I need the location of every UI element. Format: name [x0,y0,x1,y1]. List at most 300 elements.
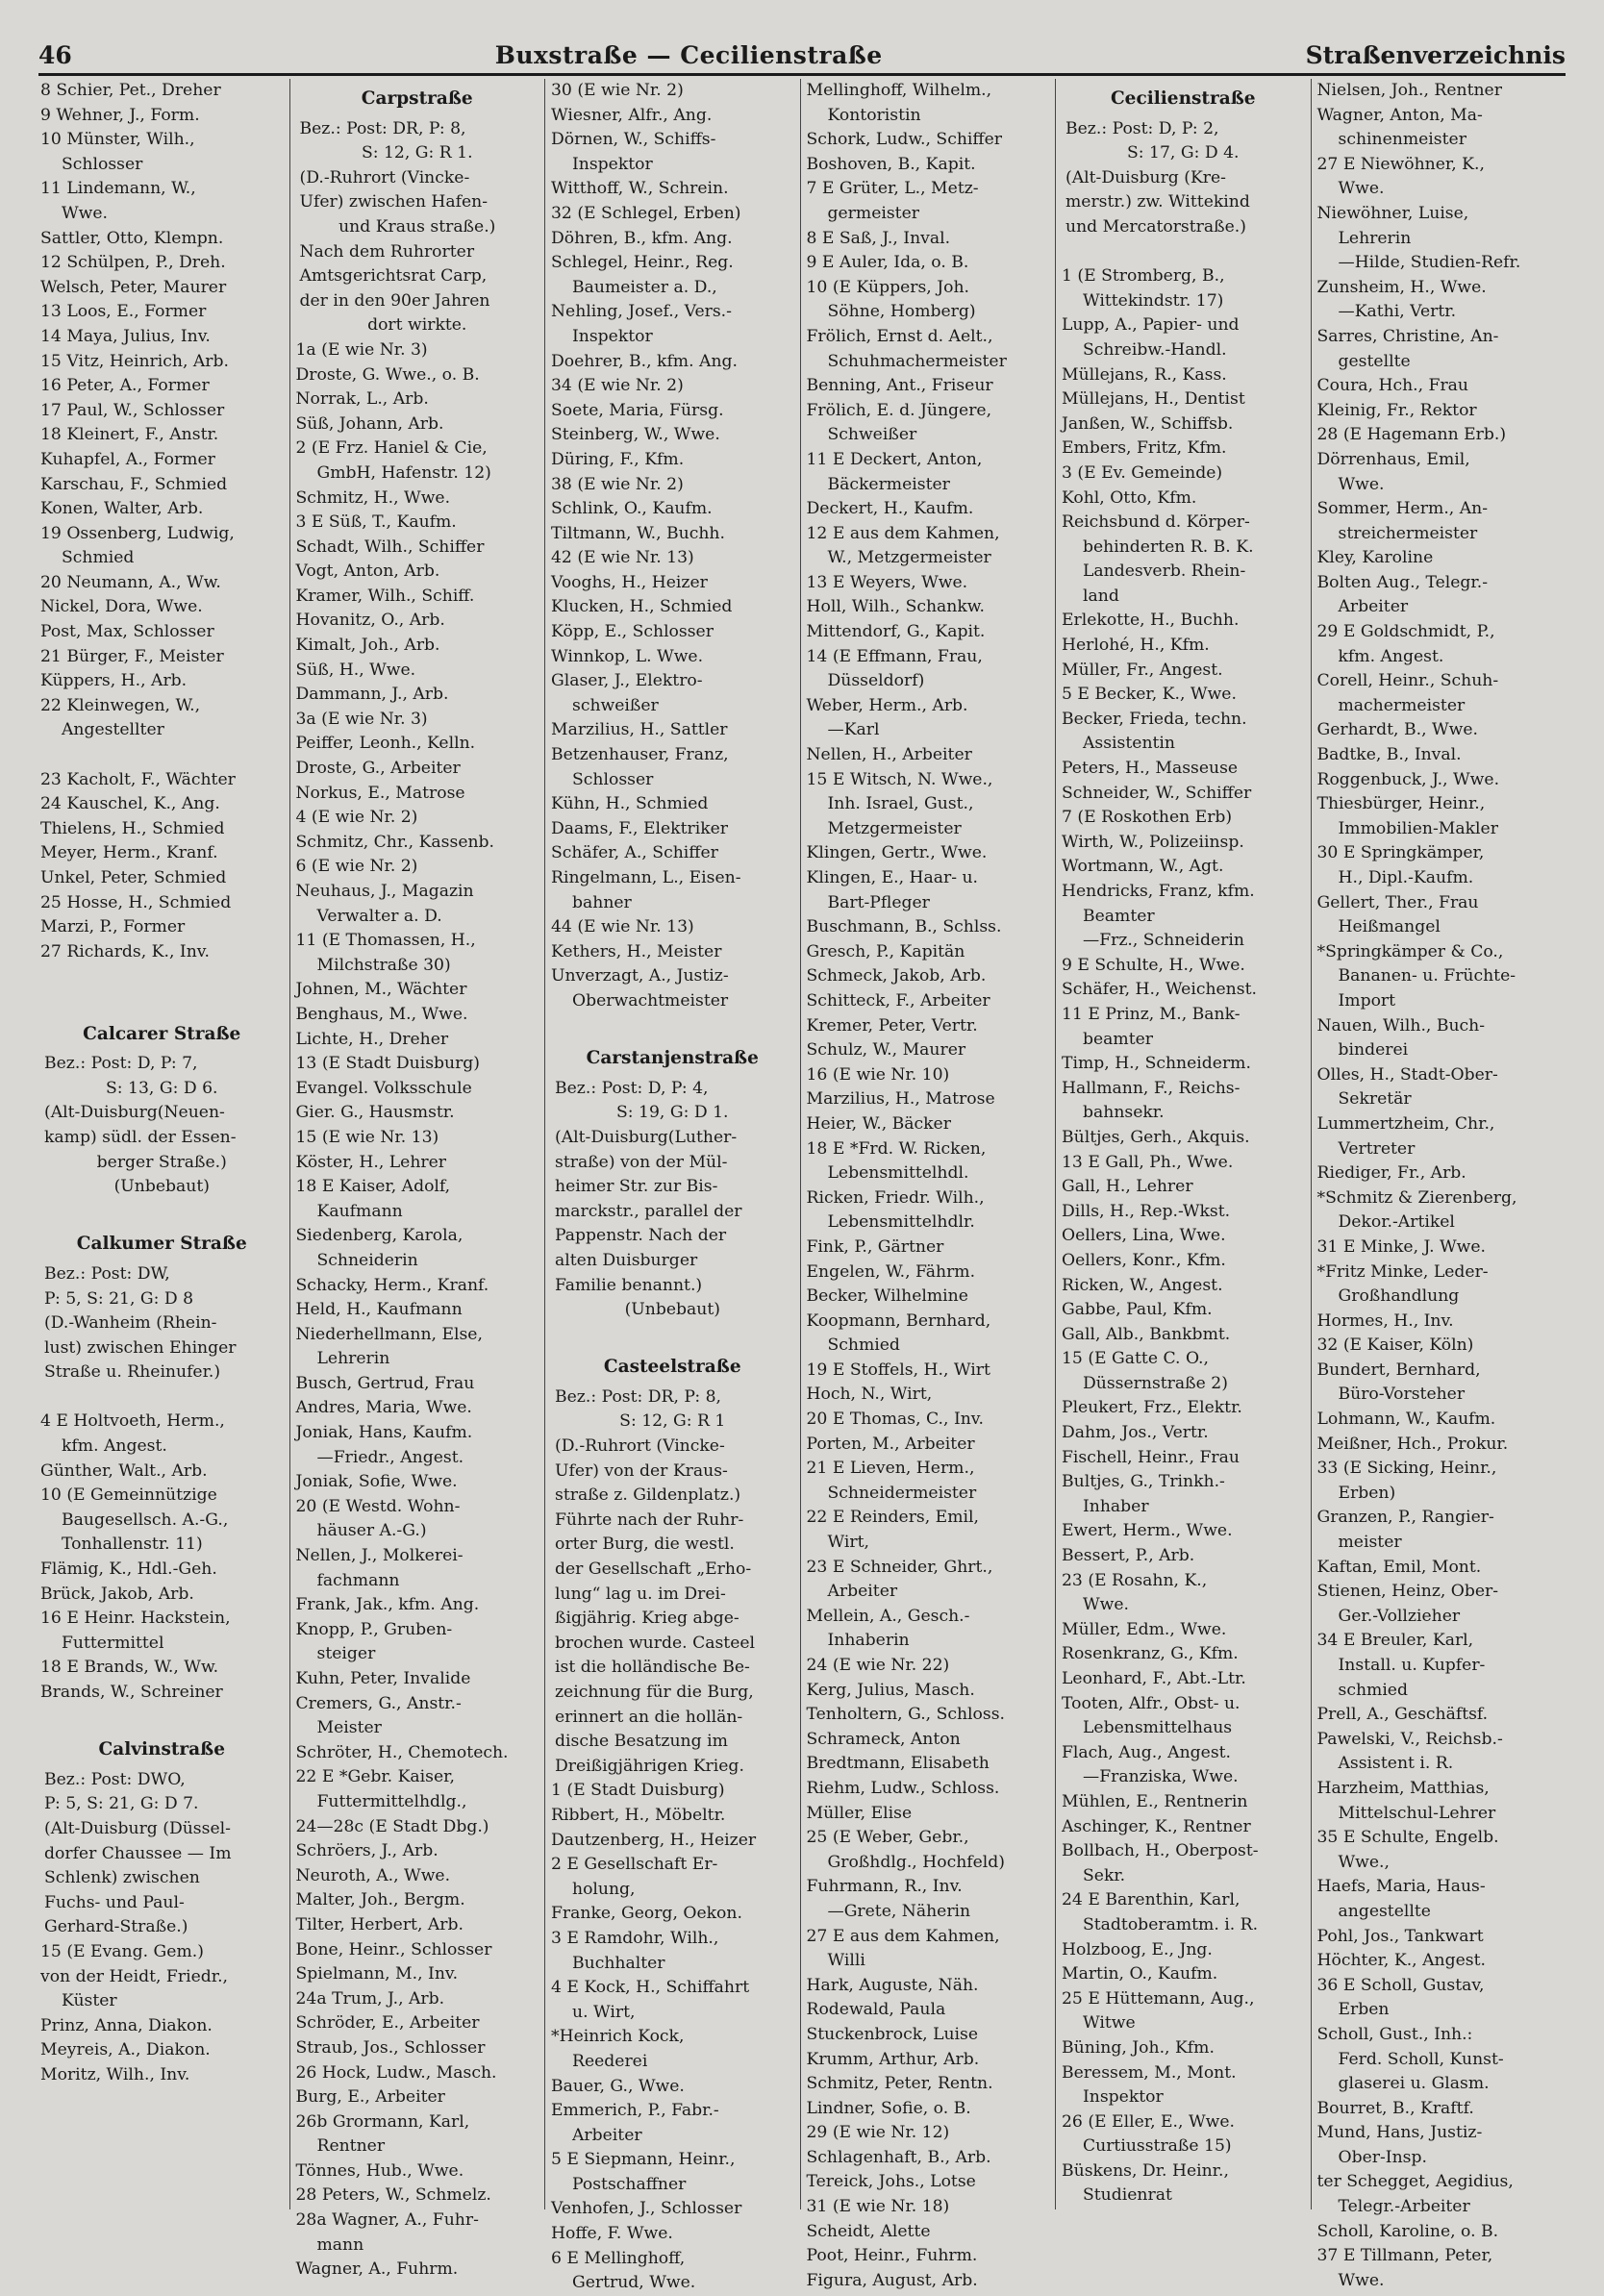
resident-entry: Bart-Pfleger [827,892,930,912]
resident-entry: angestellte [1338,1901,1431,1921]
resident-entry: Wwe., [1338,1852,1390,1872]
resident-entry: 36 E Scholl, Gustav, [1316,1975,1485,1995]
resident-entry: 15 (E wie Nr. 13) [295,1127,439,1147]
resident-entry: Studienrat [1083,2185,1172,2206]
spacer [551,1014,794,1039]
spacer [40,1200,284,1225]
resident-entry: 19 Ossenberg, Ludwig, [40,523,235,543]
resident-entry: Neuroth, A., Wwe. [295,1865,451,1885]
resident-entry: Erben [1338,2000,1390,2020]
resident-entry: 34 (E wie Nr. 2) [551,376,684,396]
resident-entry: Coura, Hch., Frau [1316,376,1468,396]
resident-entry: Büskens, Dr. Heinr., [1062,2160,1229,2181]
resident-entry: Post, Max, Schlosser [40,622,214,642]
resident-entry: Tooten, Alfr., Obst- u. [1062,1693,1241,1713]
resident-entry: 21 E Lieven, Herm., [806,1459,975,1479]
resident-entry: 9 Wehner, J., Form. [40,105,200,125]
resident-entry: Wiesner, Alfr., Ang. [551,105,713,125]
resident-entry: Schacky, Herm., Kranf. [295,1275,489,1295]
resident-entry: Schröter, H., Chemotech. [295,1742,509,1762]
resident-entry: Schork, Ludw., Schiffer [806,130,1002,150]
resident-entry: 27 E aus dem Kahmen, [806,1926,1000,1946]
resident-entry: Inspektor [572,154,653,174]
resident-entry: Joniak, Sofie, Wwe. [295,1472,458,1492]
resident-entry: Döhren, B., kfm. Ang. [551,228,733,248]
resident-entry: 35 E Schulte, Engelb. [1316,1828,1499,1848]
street-info: Führte nach der Ruhr- [555,1510,744,1530]
resident-entry: Buchhalter [572,1953,665,1973]
resident-entry: binderei [1338,1040,1409,1061]
resident-entry: 1 (E Stadt Duisburg) [551,1781,725,1801]
street-info: orter Burg, die westl. [555,1535,735,1555]
resident-entry: 44 (E wie Nr. 13) [551,917,694,937]
street-info: (Alt-Duisburg(Neuen- [44,1103,225,1123]
resident-entry: 27 Richards, K., Inv. [40,941,210,961]
resident-entry: 27 E Niewöhner, K., [1316,154,1485,174]
street-info: (D.-Ruhrort (Vincke- [555,1436,725,1457]
resident-entry: Klingen, E., Haar- u. [806,868,979,887]
resident-entry: Ricken, Friedr. Wilh., [806,1187,985,1208]
resident-entry: Schlegel, Heinr., Reg. [551,253,734,273]
resident-entry: Arbeiter [572,2125,642,2145]
spacer [40,964,284,989]
resident-entry: Held, H., Kaufmann [295,1300,463,1320]
resident-entry: 25 E Hüttemann, Aug., [1062,1988,1255,2009]
resident-entry: Rodewald, Paula [806,2000,946,2020]
resident-entry: Scheidt, Alette [806,2221,931,2241]
resident-entry: 5 E Becker, K., Wwe. [1062,685,1237,705]
resident-entry: 20 E Thomas, C., Inv. [806,1410,984,1430]
resident-entry: Benghaus, M., Wwe. [295,1004,468,1024]
resident-entry: Ricken, W., Angest. [1062,1275,1223,1295]
resident-entry: Kaufmann [316,1201,403,1221]
resident-entry: Winnkop, L. Wwe. [551,646,704,666]
resident-entry: 16 Peter, A., Former [40,376,210,396]
resident-entry: Müllejans, R., Kass. [1062,364,1227,385]
resident-entry: Schlosser [62,154,143,174]
street-info: Bez.: Post: DR, P: 8, [555,1386,722,1407]
resident-entry: Wwe. [62,203,109,223]
resident-entry: 28 (E Hagemann Erb.) [1316,425,1507,445]
resident-entry: 4 E Holtvoeth, Herm., [40,1411,225,1432]
resident-entry: Immobilien-Makler [1338,818,1498,838]
resident-entry: Dekor.-Artikel [1338,1212,1455,1233]
directory-column [544,79,800,2293]
resident-entry: schweißer [572,695,659,715]
resident-entry: 24 (E wie Nr. 22) [806,1656,950,1675]
resident-entry: Heier, W., Bäcker [806,1113,951,1134]
street-info: Schlenk) zwischen [44,1868,200,1888]
resident-entry: Betzenhauser, Franz, [551,745,729,765]
header-rule [38,73,1566,76]
resident-entry: Dahm, Jos., Vertr. [1062,1423,1209,1443]
resident-entry: Mittelschul-Lehrer [1338,1803,1496,1823]
resident-entry: Peters, H., Masseuse [1062,759,1239,779]
resident-entry: Süß, Johann, Arb. [295,413,444,434]
resident-entry: Karschau, F., Schmied [40,474,228,494]
resident-entry: —Kathi, Vertr. [1338,302,1457,322]
resident-entry: Kethers, H., Meister [551,941,722,961]
resident-entry: Leonhard, F., Abt.-Ltr. [1062,1669,1246,1688]
spacer [40,1385,284,1410]
resident-entry: Lehrerin [1338,228,1412,248]
street-info: Ufer) von der Kraus- [555,1460,728,1481]
resident-entry: Kramer, Wilh., Schiff. [295,586,475,606]
resident-entry: Schlink, O., Kaufm. [551,499,713,519]
resident-entry: Hark, Auguste, Näh. [806,1975,979,1995]
resident-entry: Stienen, Heinz, Ober- [1316,1582,1499,1602]
resident-entry: 3 E Ramdohr, Wilh., [551,1928,719,1948]
resident-entry: Niederhellmann, Else, [295,1324,483,1344]
resident-entry: Wagner, A., Fuhrm. [295,2259,459,2280]
resident-entry: Bultjes, G., Trinkh.- [1062,1472,1225,1492]
resident-entry: Timp, H., Schneiderm. [1062,1054,1251,1074]
resident-entry: Kley, Karoline [1316,548,1434,568]
resident-entry: 18 E *Frd. W. Ricken, [806,1138,987,1159]
resident-entry: Sekretär [1338,1089,1412,1110]
resident-entry: 26 (E Eller, E., Wwe. [1062,2111,1235,2132]
resident-entry: Riediger, Fr., Arb. [1316,1163,1466,1184]
resident-entry: Sarres, Christine, An- [1316,326,1499,346]
resident-entry: land [1083,586,1119,606]
resident-entry: Wwe. [1083,1595,1130,1615]
street-info: Bez.: Post: D, P: 4, [555,1078,709,1098]
resident-entry: 10 (E Küppers, Joh. [806,277,969,297]
resident-entry: 15 Vitz, Heinrich, Arb. [40,351,229,371]
resident-entry: Ferd. Scholl, Kunst- [1338,2049,1504,2069]
resident-entry: Gall, H., Lehrer [1062,1177,1193,1197]
resident-entry: 13 Loos, E., Former [40,302,207,322]
street-heading: Carstanjenstraße [586,1048,759,1069]
street-info: berger Straße.) [96,1152,227,1172]
resident-entry: 15 E Witsch, N. Wwe., [806,769,993,789]
resident-entry: 12 E aus dem Kahmen, [806,523,1000,543]
resident-entry: germeister [827,203,919,223]
resident-entry: Nehling, Josef., Vers.- [551,302,732,322]
street-info: straße z. Gildenplatz.) [555,1485,741,1506]
resident-entry: 14 Maya, Julius, Inv. [40,326,211,346]
spacer [551,1323,794,1348]
resident-entry: Nellen, H., Arbeiter [806,745,972,765]
resident-entry: Landesverb. Rhein- [1083,562,1246,582]
directory-column [1055,79,1311,2209]
resident-entry: Brück, Jakob, Arb. [40,1584,194,1604]
resident-entry: gestellte [1338,351,1411,371]
resident-entry: 31 E Minke, J. Wwe. [1316,1236,1487,1257]
directory-column [1311,79,1566,2290]
resident-entry: Tenholtern, G., Schloss. [806,1705,1006,1725]
resident-entry: 12 Schülpen, P., Dreh. [40,253,226,273]
resident-entry: Hoch, N., Wirt, [806,1385,933,1405]
resident-entry: Scholl, Karoline, o. B. [1316,2221,1499,2241]
resident-entry: Angestellter [62,720,164,740]
resident-entry: Hovanitz, O., Arb. [295,611,445,631]
resident-entry: Scholl, Gust., Inh.: [1316,2024,1473,2044]
resident-entry: 13 E Gall, Ph., Wwe. [1062,1152,1234,1172]
resident-entry: —Frz., Schneiderin [1083,931,1244,951]
resident-entry: Haefs, Maria, Haus- [1316,1877,1486,1897]
resident-entry: 22 Kleinwegen, W., [40,695,201,715]
street-info: P: 5, S: 21, G: D 8 [44,1288,194,1309]
resident-entry: Mühlen, E., Rentnerin [1062,1791,1248,1811]
spacer [40,743,284,768]
resident-entry: Poot, Heinr., Fuhrm. [806,2246,978,2266]
resident-entry: 24—28c (E Stadt Dbg.) [295,1816,489,1836]
resident-entry: Assistent i. R. [1338,1754,1454,1774]
resident-entry: Schröder, E., Arbeiter [295,2013,480,2034]
street-info: dische Besatzung im [555,1732,728,1752]
resident-entry: Bundert, Bernhard, [1316,1360,1481,1380]
resident-entry: Neuhaus, J., Magazin [295,882,474,901]
resident-entry: Inspektor [1083,2087,1164,2108]
resident-entry: Ribbert, H., Möbeltr. [551,1805,726,1825]
resident-entry: Boshoven, B., Kapit. [806,154,976,174]
resident-entry: 18 E Kaiser, Adolf, [295,1177,451,1197]
resident-entry: Reederei [572,2051,648,2071]
resident-entry: 5 E Siepmann, Heinr., [551,2150,736,2170]
street-info: S: 17, G: D 4. [1127,143,1240,163]
street-info: Nach dem Ruhrorter [299,241,475,262]
resident-entry: Nauen, Wilh., Buch- [1316,1015,1486,1036]
street-info: (Alt-Duisburg(Luther- [555,1127,738,1147]
resident-entry: Arbeiter [1338,597,1409,617]
resident-entry: Fink, P., Gärtner [806,1236,944,1257]
resident-entry: Badtke, B., Inval. [1316,745,1462,765]
resident-entry: Meyer, Herm., Kranf. [40,843,218,863]
resident-entry: Oberwachtmeister [572,990,729,1011]
resident-entry: Rosenkranz, G., Kfm. [1062,1644,1239,1664]
street-info: S: 12, G: R 1. [361,143,473,163]
resident-entry: 19 E Stoffels, H., Wirt [806,1360,990,1380]
resident-entry: Install. u. Kupfer- [1338,1656,1486,1675]
resident-entry: machermeister [1338,695,1466,715]
resident-entry: Becker, Wilhelmine [806,1286,968,1307]
resident-entry: —Karl [827,720,880,740]
resident-entry: 3a (E wie Nr. 3) [295,709,428,729]
resident-entry: 9 E Schulte, H., Wwe. [1062,955,1245,975]
resident-entry: —Friedr., Angest. [316,1447,464,1467]
resident-entry: Bauer, G., Wwe. [551,2076,685,2096]
street-info: Familie benannt.) [555,1275,703,1295]
resident-entry: Bäckermeister [827,474,950,494]
resident-entry: Soete, Maria, Fürsg. [551,400,724,420]
resident-entry: Wwe. [1338,2270,1385,2290]
resident-entry: 9 E Auler, Ida, o. B. [806,253,969,273]
resident-entry: Daams, F., Elektriker [551,818,729,838]
resident-entry: —Franziska, Wwe. [1083,1767,1239,1787]
resident-entry: 28a Wagner, A., Fuhr- [295,2210,479,2231]
resident-entry: Marzilius, H., Matrose [806,1089,995,1110]
resident-entry: Venhofen, J., Schlosser [551,2199,742,2219]
resident-entry: Baugesellsch. A.-G., [62,1510,229,1530]
resident-entry: Schmied [827,1335,900,1356]
resident-entry: Wirth, W., Polizeiinsp. [1062,832,1244,852]
street-info: Bez.: Post: D, P: 2, [1065,118,1219,138]
directory-column [800,79,1056,2290]
street-info: und Mercatorstraße.) [1065,216,1246,237]
street-info: und Kraus straße.) [338,216,496,237]
resident-entry: Witwe [1083,2013,1136,2034]
street-info: alten Duisburger [555,1250,698,1270]
street-info: (D.-Wanheim (Rhein- [44,1313,217,1334]
resident-entry: Dörnen, W., Schiffs- [551,130,716,150]
resident-entry: Kleinig, Fr., Rektor [1316,400,1477,420]
resident-entry: Gier. G., Hausmstr. [295,1103,455,1123]
resident-entry: 4 E Kock, H., Schiffahrt [551,1978,750,1998]
resident-entry: 11 E Deckert, Anton, [806,449,983,469]
resident-entry: holung, [572,1879,636,1899]
resident-entry: 25 (E Weber, Gebr., [806,1828,969,1848]
resident-entry: 22 E *Gebr. Kaiser, [295,1767,455,1787]
resident-entry: Straub, Jos., Schlosser [295,2037,486,2058]
resident-entry: *Schmitz & Zierenberg, [1316,1187,1517,1208]
street-info: ßigjährig. Krieg abge- [555,1609,739,1629]
resident-entry: Weber, Herm., Arb. [806,695,968,715]
resident-entry: Süß, H., Wwe. [295,660,416,680]
street-info: dort wirkte. [367,315,467,336]
street-heading: Calcarer Straße [83,1023,241,1044]
resident-entry: *Heinrich Kock, [551,2027,685,2047]
resident-entry: Lummertzheim, Chr., [1316,1113,1495,1134]
resident-entry: Verwalter a. D. [316,906,442,926]
resident-entry: Lehrerin [316,1349,390,1369]
resident-entry: Gresch, P., Kapitän [806,941,965,961]
resident-entry: Heißmangel [1338,917,1441,937]
resident-entry: Großhandlung [1338,1286,1460,1307]
resident-entry: 14 (E Effmann, Frau, [806,646,983,666]
resident-entry: Bone, Heinr., Schlosser [295,1939,492,1959]
resident-entry: Hormes, H., Inv. [1316,1310,1454,1331]
resident-entry: W., Metzgermeister [827,548,991,568]
resident-entry: Oellers, Lina, Wwe. [1062,1226,1226,1246]
resident-entry: Bananen- u. Früchte- [1338,966,1516,986]
resident-entry: Holl, Wilh., Schankw. [806,597,985,617]
resident-entry: Schweißer [827,425,917,445]
resident-entry: Inhaber [1083,1496,1149,1516]
street-info: marckstr., parallel der [555,1201,742,1221]
resident-entry: 24a Trum, J., Arb. [295,1988,445,2009]
resident-entry: 1a (E wie Nr. 3) [295,339,428,360]
resident-entry: Kühn, H., Schmied [551,794,709,814]
resident-entry: Düssernstraße 2) [1083,1373,1228,1393]
resident-entry: Figura, August, Arb. [806,2270,978,2290]
resident-entry: 8 E Saß, J., Inval. [806,228,951,248]
resident-entry: Bessert, P., Arb. [1062,1546,1195,1566]
resident-entry: Schmitz, H., Wwe. [295,487,451,508]
resident-entry: Schäfer, A., Schiffer [551,843,718,863]
street-info: Straße u. Rheinufer.) [44,1362,221,1383]
resident-entry: Meißner, Hch., Prokur. [1316,1434,1509,1454]
resident-entry: Lindner, Sofie, o. B. [806,2098,971,2118]
resident-entry: 15 (E Gatte C. O., [1062,1349,1209,1369]
spacer [1062,240,1305,265]
resident-entry: Niewöhner, Luise, [1316,203,1469,223]
resident-entry: Mittendorf, G., Kapit. [806,622,986,642]
street-info: S: 12, G: R 1 [619,1411,726,1432]
resident-entry: Erben) [1338,1483,1396,1503]
street-info: S: 13, G: D 6. [106,1078,218,1098]
resident-entry: 20 (E Westd. Wohn- [295,1496,461,1516]
resident-entry: 2 (E Frz. Haniel & Cie, [295,438,488,459]
resident-entry: kfm. Angest. [1338,646,1444,666]
resident-entry: 13 E Weyers, Wwe. [806,572,968,592]
resident-entry: Vertreter [1338,1138,1416,1159]
resident-entry: Kohl, Otto, Kfm. [1062,487,1197,508]
resident-entry: Buschmann, B., Schlss. [806,917,1002,937]
resident-entry: Bültjes, Gerh., Akquis. [1062,1127,1250,1147]
resident-entry: Koopmann, Bernhard, [806,1310,991,1331]
resident-entry: Kimalt, Joh., Arb. [295,636,440,656]
resident-entry: 7 (E Roskothen Erb) [1062,808,1233,828]
resident-entry: Großhdlg., Hochfeld) [827,1852,1006,1872]
resident-entry: 6 (E wie Nr. 2) [295,857,418,877]
section-title: Straßenverzeichnis [1305,40,1566,69]
resident-entry: Evangel. Volksschule [295,1078,472,1098]
resident-entry: Steinberg, W., Wwe. [551,425,720,445]
resident-entry: schmied [1338,1680,1408,1700]
street-info: kamp) südl. der Essen- [44,1127,237,1147]
resident-entry: Olles, H., Stadt-Ober- [1316,1064,1498,1085]
street-heading: Carpstraße [361,88,473,109]
resident-entry: Martin, O., Kaufm. [1062,1964,1218,1984]
resident-entry: Emmerich, P., Fabr.- [551,2101,719,2121]
resident-entry: Thiesbürger, Heinr., [1316,794,1486,814]
resident-entry: Schulz, W., Maurer [806,1040,966,1061]
resident-entry: Ober-Insp. [1338,2147,1427,2167]
street-info: lust) zwischen Ehinger [44,1337,237,1358]
resident-entry: 11 E Prinz, M., Bank- [1062,1004,1241,1024]
resident-entry: Kuhn, Peter, Invalide [295,1669,471,1688]
resident-entry: 3 E Süß, T., Kaufm. [295,512,457,533]
street-heading: Calvinstraße [98,1739,225,1760]
resident-entry: Dills, H., Rep.-Wkst. [1062,1201,1231,1221]
resident-entry: 15 (E Evang. Gem.) [40,1941,204,1961]
resident-entry: Deckert, H., Kaufm. [806,499,974,519]
resident-entry: Inhaberin [827,1631,910,1651]
resident-entry: 8 Schier, Pet., Dreher [40,81,221,100]
resident-entry: Welsch, Peter, Maurer [40,277,227,297]
resident-entry: Schlagenhaft, B., Arb. [806,2147,991,2167]
resident-entry: Büro-Vorsteher [1338,1385,1466,1405]
resident-entry: Busch, Gertrud, Frau [295,1373,475,1393]
resident-entry: —Grete, Näherin [827,1901,971,1921]
resident-entry: 6 E Mellinghoff, [551,2248,686,2268]
resident-entry: Gertrud, Wwe. [572,2273,696,2293]
resident-entry: mann [316,2234,364,2255]
resident-entry: Schneiderin [316,1250,418,1270]
street-info: straße) von der Mül- [555,1152,728,1172]
resident-entry: Arbeiter [827,1582,898,1602]
resident-entry: Gerhardt, B., Wwe. [1316,720,1479,740]
resident-entry: Janßen, W., Schiffsb. [1062,413,1234,434]
resident-entry: Vooghs, H., Heizer [551,572,708,592]
resident-entry: Nielsen, Joh., Rentner [1316,81,1502,100]
resident-entry: Reichsbund d. Körper- [1062,512,1250,533]
resident-entry: Inspektor [572,326,653,346]
resident-entry: Engelen, W., Fährm. [806,1261,976,1282]
resident-entry: 22 E Reinders, Emil, [806,1508,979,1528]
resident-entry: 34 E Breuler, Karl, [1316,1631,1474,1651]
directory-column [38,79,289,2209]
resident-entry: Schuhmachermeister [827,351,1007,371]
resident-entry: Sattler, Otto, Klempn. [40,228,224,248]
street-info: Bez.: Post: DW, [44,1263,170,1284]
resident-entry: Cremers, G., Anstr.- [295,1693,462,1713]
street-info: Pappenstr. Nach der [555,1226,727,1246]
resident-entry: Kerg, Julius, Masch. [806,1680,975,1700]
resident-entry: Schlosser [572,769,654,789]
street-info: Bez.: Post: D, P: 7, [44,1054,198,1074]
